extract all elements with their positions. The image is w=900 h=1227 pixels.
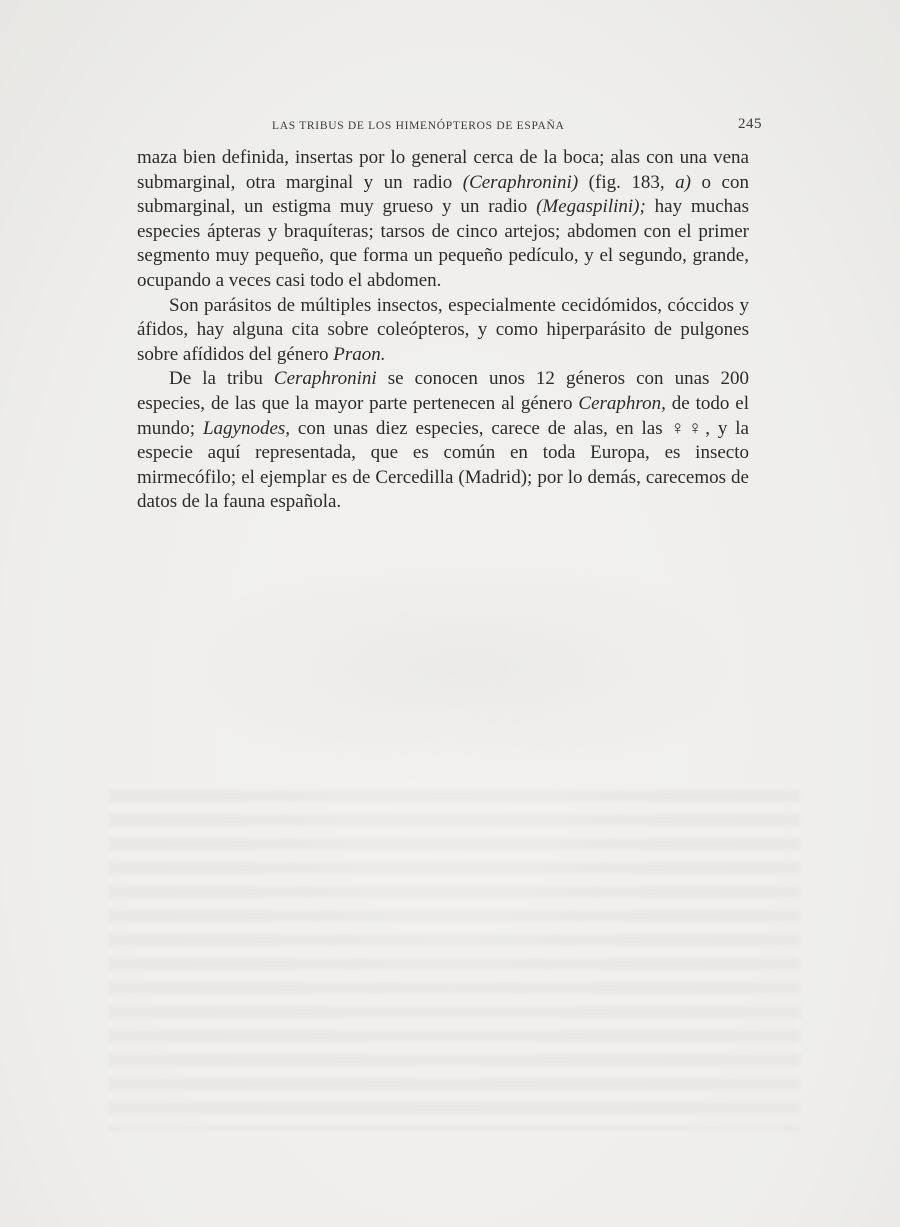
paragraph-2: [137, 294, 749, 368]
running-header: [272, 118, 762, 133]
taxon-praon: Praon.: [333, 343, 386, 365]
paragraph-1-text-4: hay muchas especies ápteras y braquíteras; tarsos de cinco artejos; abdomen con el primer segmento muy pequeño, que forma un pequeño pedículo, y el segundo, grande, ocupando a veces casi todo el abdomen.: [137, 196, 749, 291]
taxon-ceraphronini: (Ceraphronini): [462, 171, 579, 193]
taxon-ceraphronini-2: Ceraphronini: [273, 368, 377, 390]
paragraph-3-text-1: De la tribu: [169, 368, 274, 390]
running-title: LAS TRIBUS DE LOS HIMENÓPTEROS DE ESPAÑA: [272, 120, 565, 132]
paragraph-2-text-1: Son parásitos de múltiples insectos, especialmente cecidómidos, cóccidos y áfidos, hay alguna cita sobre coleópteros, y como hiperparásito de pulgones sobre afídidos del género: [137, 294, 749, 365]
paragraph-3-text-2: se conocen unos 12 géneros con unas 200 especies, de las que la mayor parte pertenecen al género: [137, 368, 749, 414]
paragraph-1: [137, 146, 749, 294]
show-through-text: [110, 790, 800, 1130]
taxon-lagynodes: Lagynodes,: [202, 417, 291, 439]
paragraph-3: [137, 367, 749, 515]
taxon-megaspilini: (Megaspilini);: [536, 196, 646, 218]
paragraph-1-text-3: o con submarginal, un estigma muy grueso y un radio: [137, 171, 749, 218]
page-number: 245: [738, 116, 762, 132]
paragraph-3-text-4: con unas diez especies, carece de alas, en las ♀♀, y la especie aquí representada, que es común en toda Europa, es insecto mirmecófilo; el ejemplar es de Cercedilla (Madrid); por lo demás, carecemos de datos de la fauna española.: [137, 417, 749, 513]
paragraph-1-text-1: maza bien definida, insertas por lo general cerca de la boca; alas con una vena submarginal, otra marginal y un radio: [137, 147, 749, 193]
paragraph-3-text-3: de todo el mundo;: [137, 392, 749, 439]
taxon-ceraphron: Ceraphron,: [578, 392, 666, 414]
figure-ref-a: a): [675, 171, 691, 193]
body-text: [137, 146, 749, 515]
paragraph-1-text-2: (fig. 183,: [578, 171, 676, 193]
show-through-figure: [180, 540, 740, 800]
